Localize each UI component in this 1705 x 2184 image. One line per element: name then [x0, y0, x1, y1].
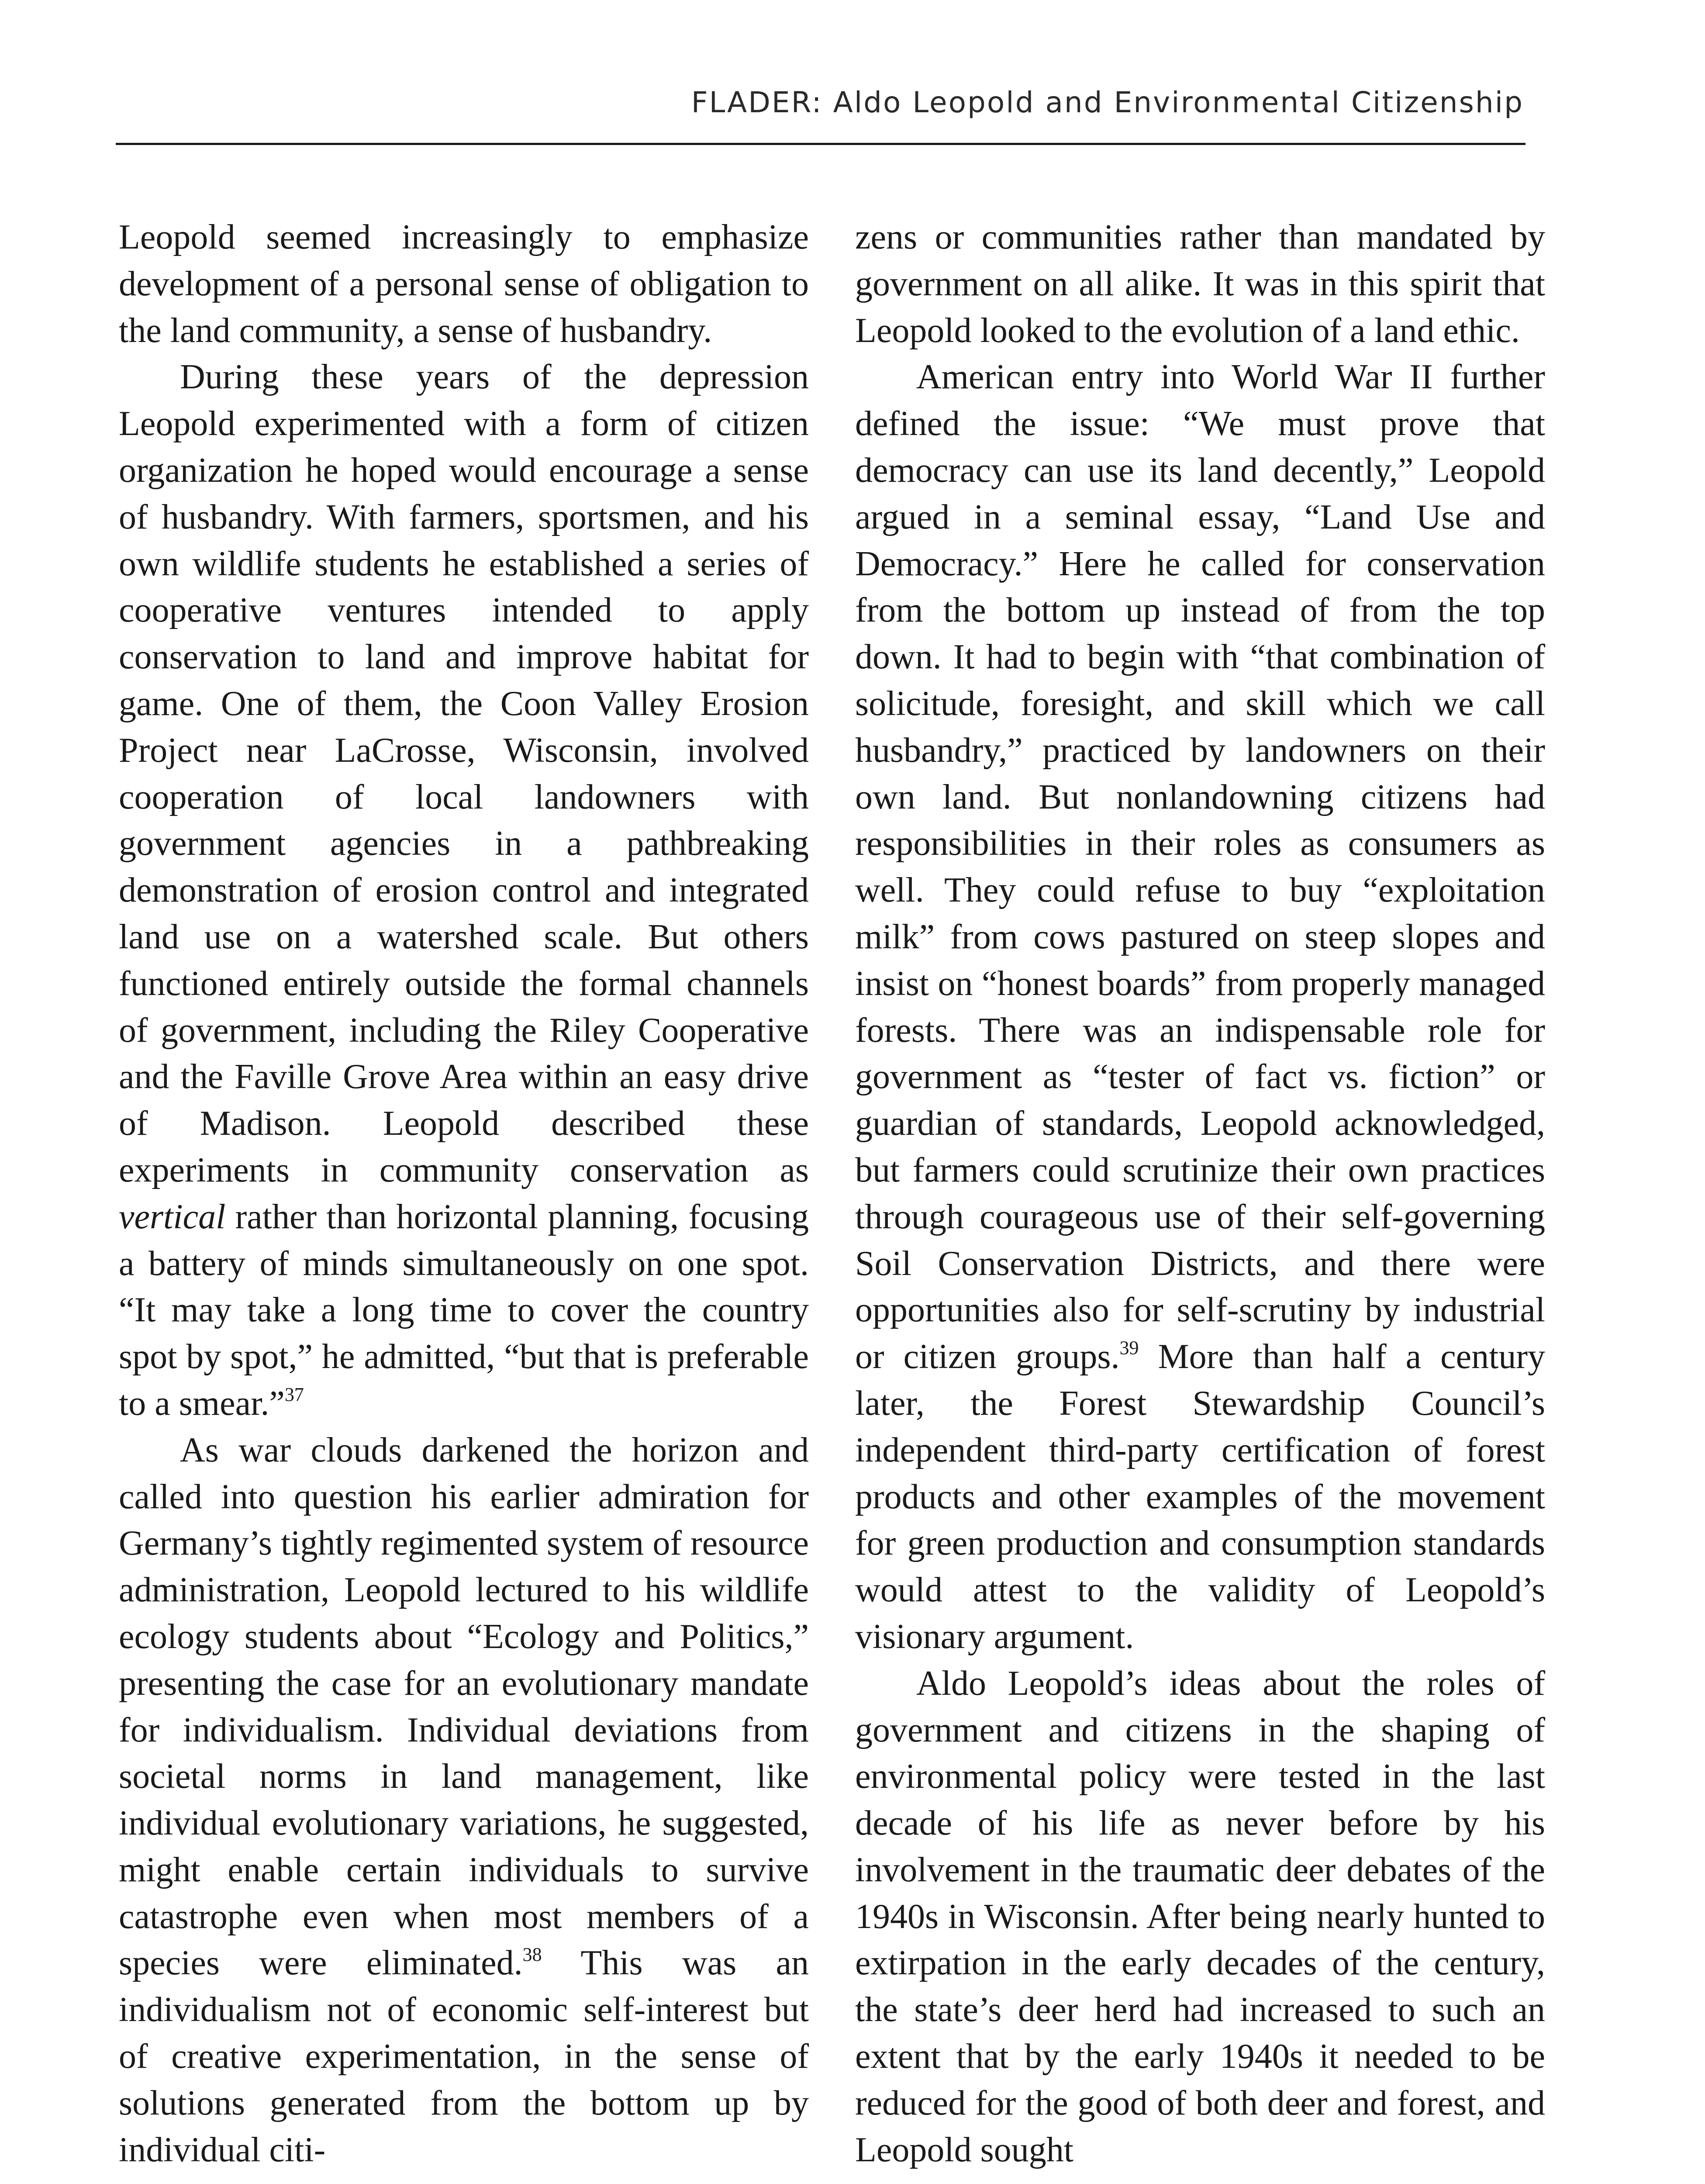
left-column — [119, 214, 809, 2173]
emphasis-vertical: vertical — [119, 1197, 226, 1236]
paragraph-left-2-text-a: During these years of the depression Leopold experimented with a form of citizen organization he hoped would encourage a sense of husbandry. With farmers, sportsmen, and his own wildlife students he established a series of cooperative ventures intended to apply conservation to land and improve habitat for game. One of them, the Coon Valley Erosion Project near LaCrosse, Wisconsin, involved cooperation of local landowners with government agencies in a pathbreaking demonstration of erosion control and integrated land use on a watershed scale. But others functioned entirely outside the formal channels of government, including the Riley Cooperative and the Faville Grove Area within an easy drive of Madison. Leopold described these experiments in community conservation as — [119, 358, 809, 1189]
footnote-ref-39: 39 — [1119, 1337, 1139, 1359]
paragraph-left-3-text-b: This was an individualism not of economic self-interest but of creative experimentation, in the sense of solutions generated from the bottom up by individual citi- — [119, 1944, 809, 2169]
paragraph-left-3 — [119, 1427, 809, 2174]
footnote-ref-37: 37 — [284, 1384, 304, 1406]
footnote-ref-38: 38 — [522, 1943, 542, 1965]
paragraph-left-2-text-b: rather than horizontal planning, focusing a battery of minds simultaneously on one spot. “It may take a long time to cover the country spot by spot,” he admitted, “but that is preferable to a smear.” — [119, 1197, 809, 1423]
paragraph-left-2 — [119, 354, 809, 1427]
running-head: FLADER: Aldo Leopold and Environmental Citizenship — [691, 86, 1524, 119]
header-rule — [116, 143, 1526, 145]
paragraph-right-2-text-b: More than half a century later, the Forest Stewardship Council’s independent third-party certification of forest products and other examples of the movement for green production and consumption standards would attest to the validity of Leopold’s visionary argument. — [855, 1337, 1546, 1656]
paragraph-left-1: Leopold seemed increasingly to emphasize development of a personal sense of obligation to the land community, a sense of husbandry. — [119, 218, 809, 350]
paragraph-left-3-text-a: As war clouds darkened the horizon and called into question his earlier admiration for Germany’s tightly regimented system of resource administration, Leopold lectured to his wildlife ecology students about “Ecology and Politics,” presenting the case for an evolutionary mandate for individualism. Individual deviations from societal norms in land management, like individual evolutionary variations, he suggested, might enable certain individuals to survive catastrophe even when most members of a species were eliminated. — [119, 1431, 809, 1983]
right-column — [855, 214, 1545, 2173]
paragraph-right-1: zens or communities rather than mandated by government on all alike. It was in this spirit that Leopold looked to the evolution of a land ethic. — [855, 218, 1545, 350]
paragraph-right-2-text-a: American entry into World War II further defined the issue: “We must prove that democracy can use its land decently,” Leopold argued in a seminal essay, “Land Use and Democracy.” Here he called for conservation from the bottom up instead of from the top down. It had to begin with “that combination of solicitude, foresight, and skill which we call husbandry,” practiced by landowners on their own land. But nonlandowning citizens had responsibilities in their roles as consumers as well. They could refuse to buy “exploitation milk” from cows pastured on steep slopes and insist on “honest boards” from properly managed forests. There was an indispensable role for government as “tester of fact vs. fiction” or guardian of standards, Leopold acknowledged, but farmers could scrutinize their own practices through courageous use of their self-governing Soil Conservation Districts, and there were opportunities also for self-scrutiny by industrial or citizen groups. — [855, 358, 1545, 1376]
paragraph-right-3: Aldo Leopold’s ideas about the roles of government and citizens in the shaping of environmental policy were tested in the last decade of his life as never before by his involvement in the traumatic deer debates of the 1940s in Wisconsin. After being nearly hunted to extirpation in the early decades of the century, the state’s deer herd had increased to such an extent that by the early 1940s it needed to be reduced for the good of both deer and forest, and Leopold sought — [855, 1664, 1545, 2169]
paragraph-right-2 — [855, 354, 1545, 1660]
